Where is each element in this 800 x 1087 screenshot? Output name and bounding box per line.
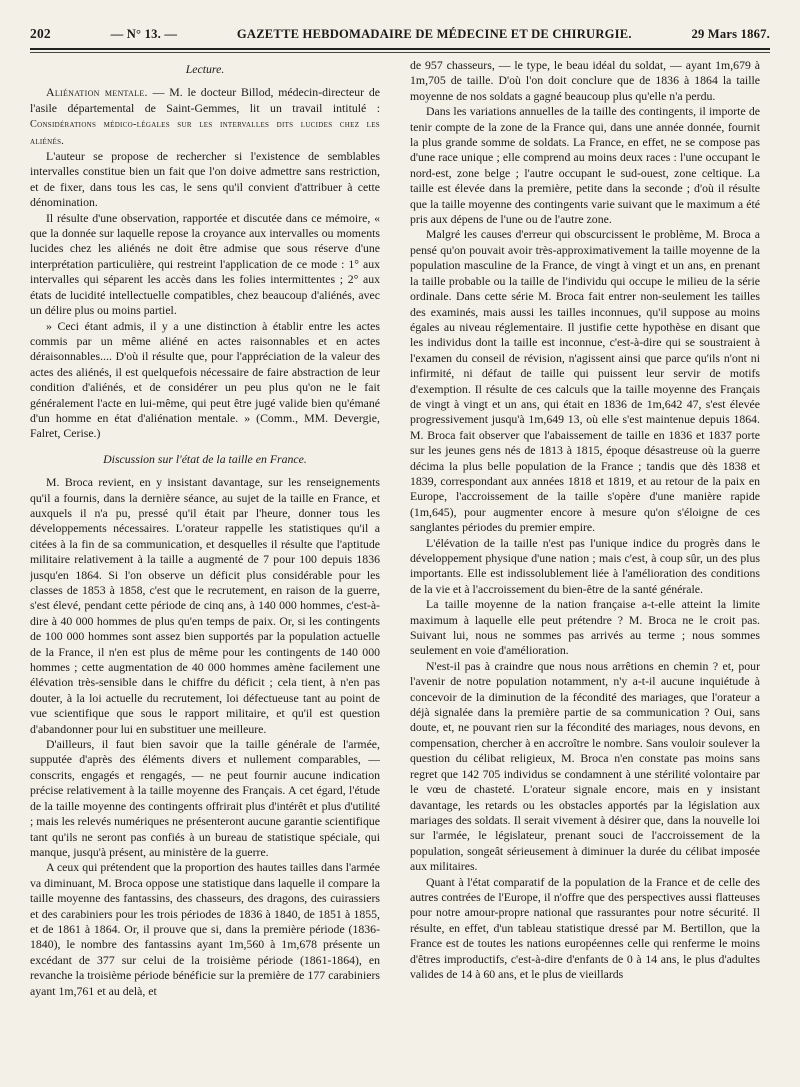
paragraph: Il résulte d'une observation, rapportée et discutée dans ce mémoire, « que la donnée sur laquelle repose la croyance aux intervalles ou moments lucides chez les aliénés ne doit être admise que sous réserve d'une interprétation particulière, qui restreint l'application de ce mode : 1° aux intervalles qui séparent les accès dans les folies intermittentes ; 2° aux états de lucidité intellectuelle compatibles, chez beaucoup d'aliénés, avec un délire plus ou moins partiel.: [30, 210, 380, 318]
paragraph: Quant à l'état comparatif de la population de la France et de celle des autres contrées de l'Europe, il n'offre que des perspectives aussi flatteuses pour notre amour-propre national que rassurantes pour notre sécurité. Il résulte, en effet, d'un tableau statistique dressé par M. Bertillon, que la France est de toutes les nations européennes celle qui renferme le moins d'êtres improductifs, c'est-à-dire d'enfants de 0 à 14 ans, le plus d'adultes valides de 14 à 60 ans, et le plus de vieillards: [410, 874, 760, 981]
paragraph: M. Broca revient, en y insistant davantage, sur les renseignements qu'il a fournis, dans la dernière séance, au sujet de la taille en France, et auxquels il n'a pu, pressé qu'il était par l'heure, donner tous les développements nécessaires. L'orateur rappelle les statistiques qu'il a citées à la fin de sa communication, et desquelles il résulte que l'aptitude militaire relativement à la taille a augmenté de 7 pour 100 depuis 1836 jusqu'en 1864. Si l'on observe un déficit plus considérable pour les classes de 1853 à 1858, c'est que le recrutement, en raison de la guerre, s'est élevé, pendant cette période de cinq ans, à 140 000 hommes, c'est-à-dire à 40 000 hommes de plus qu'en temps de paix. Or, si les contingents de 100 000 hommes sont assez bien supportés par la population actuelle de la France, il n'en est plus de même pour les contingents de 140 000 hommes ; cette augmentation de 40 000 hommes amène facilement une élévation très-sensible dans le chiffre du déficit ; cela tient, à n'en pas douter, à la loi actuelle du recrutement, loi défectueuse tant au point de vue scientifique que sous le rapport militaire, et qu'il est question d'abandonner pour lui en substituer une meilleure.: [30, 475, 380, 736]
left-column: [30, 60, 380, 1080]
paragraph: L'auteur se propose de rechercher si l'existence de semblables intervalles constitue bien un fait que l'on doive admettre sans restriction, et de fixer, dans tous les cas, le sens qu'il convient d'attribuer à cette dénomination.: [30, 149, 380, 210]
paragraph: La taille moyenne de la nation française a-t-elle atteint la limite maximum à laquelle elle peut prétendre ? M. Broca ne le croit pas. Suivant lui, nous ne sommes pas arrivés au terme ; nous sommes seulement en voie d'amélioration.: [410, 597, 760, 658]
paragraph: » Ceci étant admis, il y a une distinction à établir entre les actes commis par un même aliéné en actes raisonnables et en actes déraisonnables.... D'où il résulte que, pour l'appréciation de la valeur des actes des aliénés, il est quelquefois nécessaire de faire abstraction de leur condition d'aliénés, et de considérer un peu plus qu'on ne le fait généralement l'acte en lui-même, qui peut être jugé valide bien qu'émané d'un homme en état d'aliénation mentale. » (Comm., MM. Devergie, Falret, Cerise.): [30, 318, 380, 441]
page-header: [30, 26, 770, 46]
header-rule-thin: [30, 52, 770, 53]
paragraph: N'est-il pas à craindre que nous nous arrêtions en chemin ? et, pour l'avenir de notre population notamment, n'y a-t-il aucune inquiétude à concevoir de la diminution de la fécondité des mariages, que l'orateur a déjà signalée dans la première partie de sa communication ? Oui, sans doute, et, ne pouvant rien sur la fécondité des mariages, nous devons, en compensation, chercher à en accroître le nombre. Sans vouloir soulever la question du célibat religieux, M. Broca n'en constate pas moins sans regret que 142 705 individus se condamnent à une stérilité volontaire par le vœu de chasteté. L'orateur signale encore, mais en y insistant davantage, les retards ou les obstacles apportés par la législation aux mariages des soldats. Il serait vivement à désirer que, dans la nouvelle loi sur l'armée, le législateur, prenant souci de l'accroissement de la population, songeât sérieusement à diminuer la durée du célibat imposée aux militaires.: [410, 658, 760, 874]
paragraph: Malgré les causes d'erreur qui obscurcissent le problème, M. Broca a pensé qu'on pouvait avoir très-approximativement la taille moyenne de la population masculine de la France, de vingt à vingt et un ans, en prenant la taille probable ou la taille de l'individu qui occupe le milieu de la série ordinale. Dans cette série M. Broca fait entrer non-seulement les tailles des examinés, mais aussi les tailles inconnues, qu'il suppose au moins égales au niveau réglementaire. Il justifie cette hypothèse en disant que les individus dont la taille est inconnue, c'est-à-dire qui se soustraient à l'examen du conseil de révision, n'agissent ainsi que parce qu'ils n'ont ni infirmité, ni défaut de taille qui puissent leur servir de motifs d'exemption. Il résulte de ces calculs que la taille moyenne des Français de vingt à vingt et un ans, qui était en 1836 de 1m,642 47, s'est élevée progressivement jusqu'à 1m,649 13, où elle s'est maintenue depuis 1864. M. Broca fait observer que l'abaissement de taille en 1836 et 1837 porte sur les jeunes gens nés de 1813 à 1815, époque désastreuse où la guerre décima la plus belle population de la France ; tandis que dès 1838 et 1839, correspondant aux années 1818 et 1819, et au retour de la paix en Europe, l'accroissement de la taille s'opère d'une manière rapide (1m,645), pour augmenter encore à mesure qu'on s'éloigne de ces sanglantes périodes du premier empire.: [410, 227, 760, 535]
journal-title: GAZETTE HEBDOMADAIRE DE MÉDECINE ET DE CHIRURGIE.: [236, 27, 632, 41]
issue-date: 29 Mars 1867.: [691, 27, 770, 41]
paragraph: [30, 85, 380, 149]
section-heading-lecture: Lecture.: [185, 62, 225, 76]
paragraph: de 957 chasseurs, — le type, le beau idéal du soldat, — ayant 1m,679 à 1m,705 de taille. D'où l'on doit conclure que de 1836 à 1864 la taille moyenne de nos soldats a gagné beaucoup plus qu'elle n'a perdu.: [410, 58, 760, 103]
paragraph: Dans les variations annuelles de la taille des contingents, il importe de tenir compte de la zone de la France qui, dans une année donnée, fournit la plus grande somme de soldats. La France, en effet, ne se compose pas d'une race unique ; elle comprend au moins deux races : l'une occupant le nord-est, zone belge ; l'autre occupant le sud-ouest, zone celtique. La taille est élevée dans la première, petite dans la seconde ; d'où il résulte que la taille moyenne des contingents varie suivant que le maximum a été pris aux dépens de l'une ou de l'autre zone.: [410, 104, 760, 227]
paragraph: D'ailleurs, il faut bien savoir que la taille générale de l'armée, supputée d'après des éléments divers et nullement comparables, — conscrits, engagés et rengagés, — ne peut fournir aucune indication précise relativement à la taille moyenne des Français. A cet égard, l'étude de la taille moyenne des contingents offrirait plus d'intérêt et plus d'utilité ; mais les relevés numériques ne présenteront aucune garantie scientifique tant qu'ils ne seront pas confiés à un bureau de statistique spéciale, qui manque, jusqu'à présent, au ministère de la guerre.: [30, 737, 380, 859]
work-title: Considérations médico-légales sur les intervalles dits lucides chez les aliénés.: [30, 119, 380, 147]
right-column: [410, 58, 760, 1078]
page-number: 202: [30, 26, 51, 41]
section-heading-discussion: Discussion sur l'état de la taille en France.: [103, 451, 307, 466]
paragraph: A ceux qui prétendent que la proportion des hautes tailles dans l'armée va diminuant, M. Broca oppose une statistique dans laquelle il compare la taille moyenne des fantassins, des chasseurs, des dragons, des cuirassiers et des carabiniers pour les trois périodes de 1836 à 1840, de 1851 à 1855, et de 1861 à 1864. Or, il prouve que si, dans la première période (1836-1840), le nombre des fantassins ayant 1m,560 à 1m,678 présente un excédant de 377 sur celui de la troisième période (1861-1864), en revanche la troisième période bénéficie sur la première de 177 carabiniers ayant 1m,761 et au delà, et: [30, 860, 380, 998]
paragraph-text: — M. le docteur Billod, médecin-directeur de l'asile départemental de Saint-Gemmes, lit un travail intitulé :: [30, 85, 380, 115]
header-rule: [30, 48, 770, 50]
paragraph: L'élévation de la taille n'est pas l'unique indice du progrès dans le développement physique d'une nation ; mais c'est, à coup sûr, un des plus importants. Elle est indissolublement liée à l'amélioration des conditions de la vie et à l'accroissement du bien-être de la santé générale.: [410, 535, 760, 596]
issue-number: — N° 13. —: [110, 27, 178, 41]
paragraph-lead: Aliénation mentale.: [46, 85, 148, 100]
